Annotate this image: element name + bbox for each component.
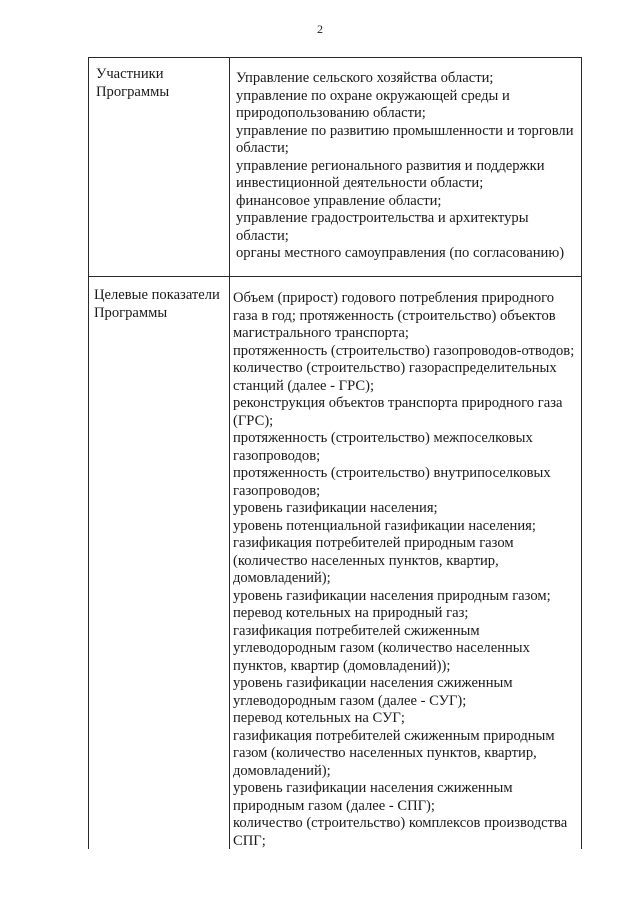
value-line: магистрального транспорта; [233,325,409,341]
page-number: 2 [317,22,323,36]
value-line: домовладений); [233,762,331,779]
table-column-divider [229,57,230,849]
value-line: области; [236,140,289,156]
value-line: инвестиционной деятельности области; [236,175,484,191]
value-line: домовладений); [233,570,331,586]
value-line: управление регионального развития и поддержки [236,157,545,174]
value-line: природным газом (далее - СПГ); [233,797,435,814]
value-line: уровень газификации населения; [233,500,438,516]
value-line: количество (строительство) газораспределительных [233,360,557,376]
value-line: газопроводов; [233,447,321,464]
value-line: Управление сельского хозяйства области; [236,70,494,86]
value-line: перевод котельных на СУГ; [233,710,405,726]
value-line: Объем (прирост) годового потребления природного [233,290,555,306]
value-line: углеводородным газом (количество населенных [233,640,530,656]
value-line: уровень газификации населения сжиженным [233,675,513,691]
value-line: органы местного самоуправления (по согласованию) [236,245,565,261]
value-line: протяженность (строительство) межпоселковых [233,430,533,446]
value-line: управление по развитию промышленности и торговли [236,122,574,139]
label-line: Целевые показатели [94,287,220,303]
value-line: уровень газификации населения сжиженным [233,780,513,796]
value-line: газификация потребителей природным газом [233,535,514,551]
value-line: (ГРС); [233,412,274,429]
value-line: СПГ; [233,832,266,849]
table-border-top [88,57,582,58]
value-line: уровень газификации населения природным газом; [233,587,551,604]
value-line: уровень потенциальной газификации населения; [233,517,536,534]
value-line: газификация потребителей сжиженным природным [233,727,555,744]
value-line: природопользованию области; [236,105,426,121]
row-label-indicators [94,287,220,322]
table-row-divider [88,276,582,277]
value-line: области; [236,227,289,244]
value-line: углеводородным газом (далее - СУГ); [233,692,467,709]
row-value-indicators [233,290,574,850]
value-line: станций (далее - ГРС); [233,377,375,394]
label-line: Программы [94,304,168,321]
value-line: газопроводов; [233,482,321,499]
value-line: реконструкция объектов транспорта природного газа [233,395,563,411]
value-line: управление градостроительства и архитектуры [236,210,529,226]
value-line: пунктов, квартир (домовладений)); [233,657,451,674]
value-line: перевод котельных на природный газ; [233,605,469,621]
table-border-right [581,57,582,849]
value-line: протяженность (строительство) газопроводов-отводов; [233,342,575,359]
row-label-participants [96,66,169,101]
table-border-left [88,57,89,849]
value-line: газификация потребителей сжиженным [233,622,480,639]
row-value-participants [236,70,574,263]
value-line: управление по охране окружающей среды и [236,87,510,104]
value-line: газа в год; протяженность (строительство) объектов [233,307,556,324]
value-line: газом (количество населенных пунктов, квартир, [233,745,537,761]
label-line: Программы [96,83,170,100]
value-line: протяженность (строительство) внутрипоселковых [233,465,551,481]
value-line: (количество населенных пунктов, квартир, [233,552,499,569]
label-line: Участники [96,66,164,82]
value-line: количество (строительство) комплексов производства [233,815,568,831]
value-line: финансовое управление области; [236,192,442,209]
